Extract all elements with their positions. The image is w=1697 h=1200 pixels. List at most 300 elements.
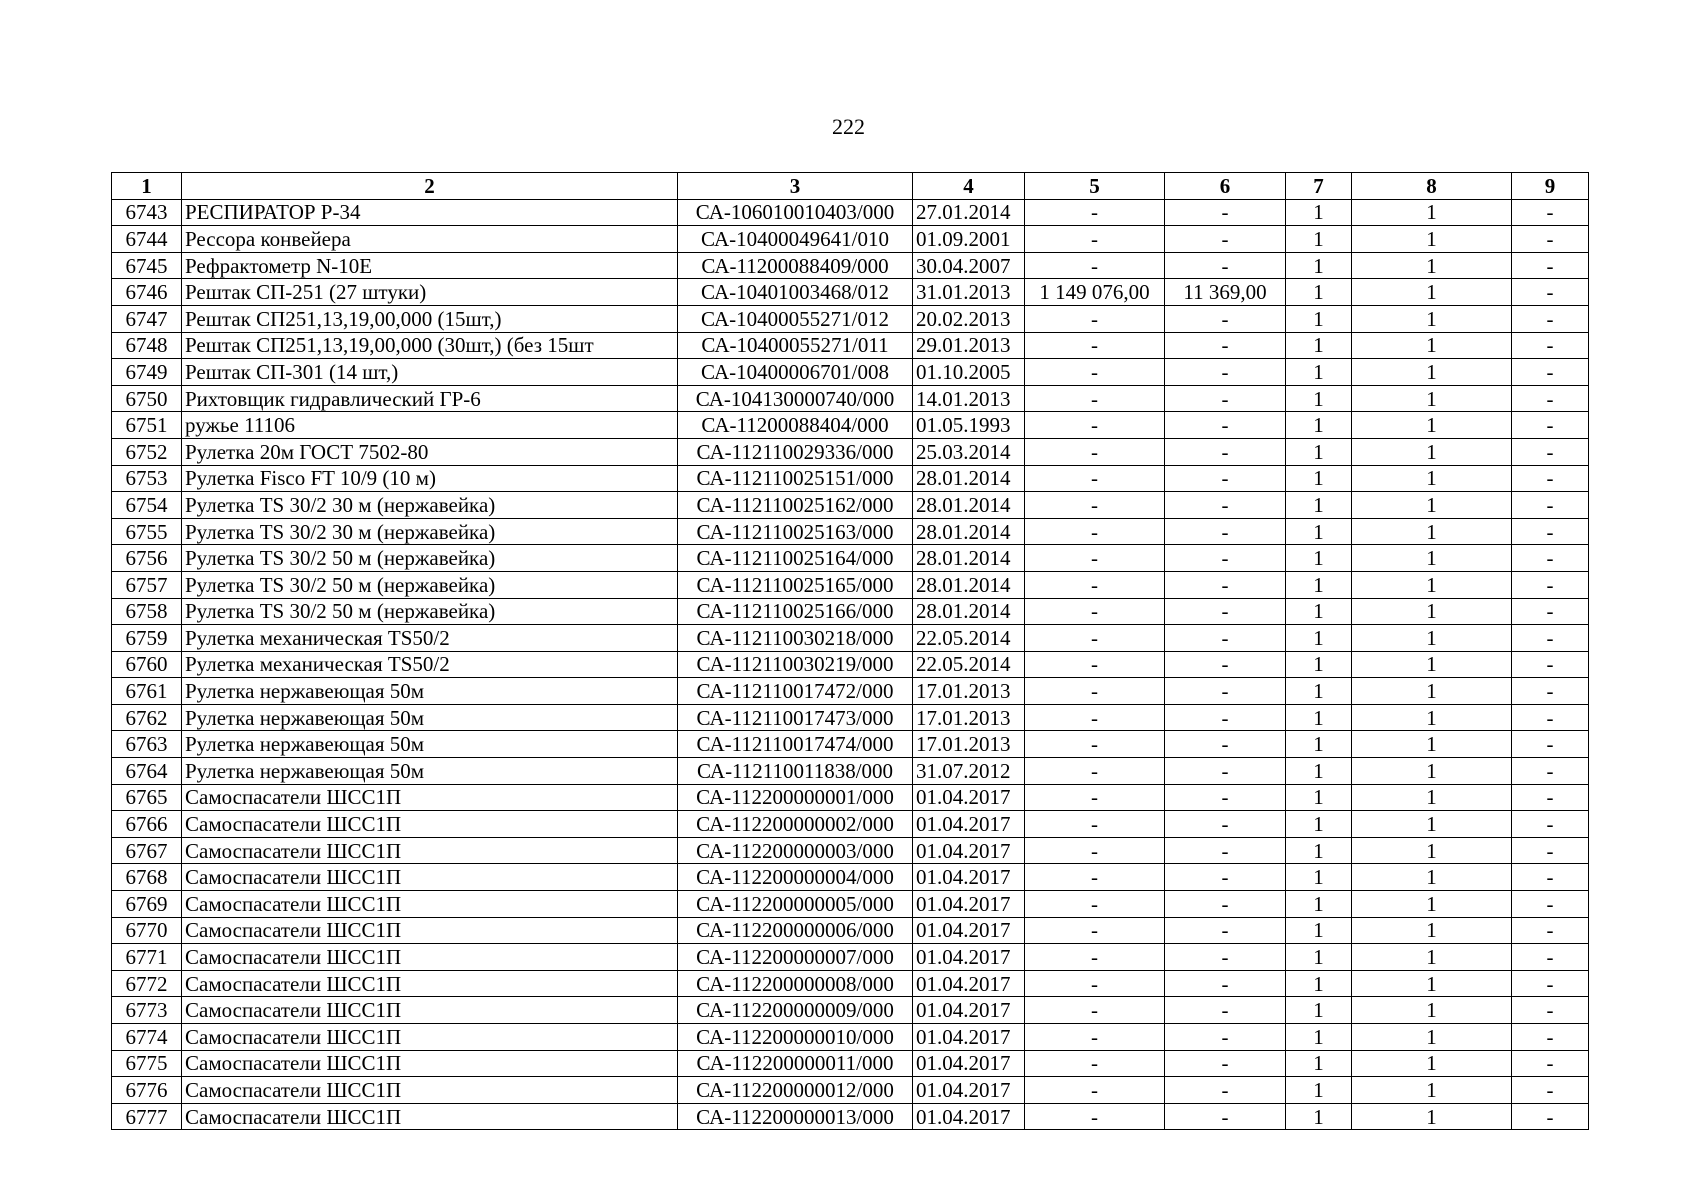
inventory-code-cell: СА-112200000006/000 bbox=[678, 917, 913, 944]
row-number-cell: 6744 bbox=[112, 226, 182, 253]
date-cell: 25.03.2014 bbox=[913, 438, 1025, 465]
col8-cell: 1 bbox=[1352, 1077, 1512, 1104]
col9-cell: - bbox=[1512, 412, 1589, 439]
table-row bbox=[112, 492, 1589, 519]
inventory-code-cell: СА-112110025164/000 bbox=[678, 545, 913, 572]
table-row bbox=[112, 625, 1589, 652]
depreciation-cell: - bbox=[1165, 1050, 1286, 1077]
column-header-7: 7 bbox=[1286, 173, 1352, 200]
value-cell: - bbox=[1025, 1024, 1165, 1051]
row-number-cell: 6774 bbox=[112, 1024, 182, 1051]
col7-cell: 1 bbox=[1286, 199, 1352, 226]
col7-cell: 1 bbox=[1286, 811, 1352, 838]
depreciation-cell: - bbox=[1165, 199, 1286, 226]
row-number-cell: 6766 bbox=[112, 811, 182, 838]
depreciation-cell: - bbox=[1165, 332, 1286, 359]
inventory-code-cell: СА-112200000004/000 bbox=[678, 864, 913, 891]
row-number-cell: 6763 bbox=[112, 731, 182, 758]
asset-table bbox=[111, 172, 1589, 1130]
table-row bbox=[112, 1024, 1589, 1051]
col7-cell: 1 bbox=[1286, 864, 1352, 891]
col9-cell: - bbox=[1512, 1050, 1589, 1077]
table-row bbox=[112, 252, 1589, 279]
col7-cell: 1 bbox=[1286, 252, 1352, 279]
col9-cell: - bbox=[1512, 385, 1589, 412]
col8-cell: 1 bbox=[1352, 279, 1512, 306]
col9-cell: - bbox=[1512, 731, 1589, 758]
col8-cell: 1 bbox=[1352, 651, 1512, 678]
depreciation-cell: - bbox=[1165, 598, 1286, 625]
date-cell: 01.04.2017 bbox=[913, 784, 1025, 811]
depreciation-cell: - bbox=[1165, 252, 1286, 279]
table-row bbox=[112, 465, 1589, 492]
value-cell: - bbox=[1025, 199, 1165, 226]
depreciation-cell: - bbox=[1165, 891, 1286, 918]
inventory-code-cell: СА-112200000001/000 bbox=[678, 784, 913, 811]
item-name-cell: Рештак СП251,13,19,00,000 (15шт,) bbox=[182, 305, 678, 332]
row-number-cell: 6743 bbox=[112, 199, 182, 226]
date-cell: 01.04.2017 bbox=[913, 970, 1025, 997]
depreciation-cell: - bbox=[1165, 226, 1286, 253]
item-name-cell: Рессора конвейера bbox=[182, 226, 678, 253]
col8-cell: 1 bbox=[1352, 305, 1512, 332]
date-cell: 28.01.2014 bbox=[913, 465, 1025, 492]
inventory-code-cell: СА-106010010403/000 bbox=[678, 199, 913, 226]
value-cell: - bbox=[1025, 1050, 1165, 1077]
item-name-cell: Самоспасатели ШСС1П bbox=[182, 1024, 678, 1051]
col8-cell: 1 bbox=[1352, 518, 1512, 545]
table-row bbox=[112, 279, 1589, 306]
col9-cell: - bbox=[1512, 305, 1589, 332]
col9-cell: - bbox=[1512, 545, 1589, 572]
col7-cell: 1 bbox=[1286, 944, 1352, 971]
date-cell: 27.01.2014 bbox=[913, 199, 1025, 226]
table-row bbox=[112, 917, 1589, 944]
item-name-cell: Самоспасатели ШСС1П bbox=[182, 1050, 678, 1077]
table-row bbox=[112, 678, 1589, 705]
date-cell: 20.02.2013 bbox=[913, 305, 1025, 332]
inventory-code-cell: СА-112110017472/000 bbox=[678, 678, 913, 705]
col7-cell: 1 bbox=[1286, 837, 1352, 864]
col9-cell: - bbox=[1512, 359, 1589, 386]
col7-cell: 1 bbox=[1286, 412, 1352, 439]
item-name-cell: Рештак СП-251 (27 штуки) bbox=[182, 279, 678, 306]
row-number-cell: 6773 bbox=[112, 997, 182, 1024]
col8-cell: 1 bbox=[1352, 625, 1512, 652]
inventory-code-cell: СА-112110029336/000 bbox=[678, 438, 913, 465]
date-cell: 01.09.2001 bbox=[913, 226, 1025, 253]
col7-cell: 1 bbox=[1286, 1050, 1352, 1077]
col9-cell: - bbox=[1512, 279, 1589, 306]
value-cell: - bbox=[1025, 1077, 1165, 1104]
row-number-cell: 6753 bbox=[112, 465, 182, 492]
inventory-code-cell: СА-112200000008/000 bbox=[678, 970, 913, 997]
table-row bbox=[112, 811, 1589, 838]
col7-cell: 1 bbox=[1286, 492, 1352, 519]
date-cell: 28.01.2014 bbox=[913, 492, 1025, 519]
table-row bbox=[112, 837, 1589, 864]
table-row bbox=[112, 970, 1589, 997]
depreciation-cell: - bbox=[1165, 1024, 1286, 1051]
depreciation-cell: - bbox=[1165, 731, 1286, 758]
inventory-code-cell: СА-112200000011/000 bbox=[678, 1050, 913, 1077]
inventory-code-cell: СА-112110017474/000 bbox=[678, 731, 913, 758]
inventory-code-cell: СА-112200000012/000 bbox=[678, 1077, 913, 1104]
row-number-cell: 6754 bbox=[112, 492, 182, 519]
depreciation-cell: - bbox=[1165, 545, 1286, 572]
value-cell: - bbox=[1025, 252, 1165, 279]
col9-cell: - bbox=[1512, 1024, 1589, 1051]
depreciation-cell: - bbox=[1165, 704, 1286, 731]
item-name-cell: Самоспасатели ШСС1П bbox=[182, 891, 678, 918]
table-row bbox=[112, 1050, 1589, 1077]
inventory-code-cell: СА-10400055271/011 bbox=[678, 332, 913, 359]
col7-cell: 1 bbox=[1286, 678, 1352, 705]
value-cell: - bbox=[1025, 1103, 1165, 1130]
date-cell: 01.04.2017 bbox=[913, 864, 1025, 891]
date-cell: 22.05.2014 bbox=[913, 625, 1025, 652]
row-number-cell: 6761 bbox=[112, 678, 182, 705]
table-row bbox=[112, 997, 1589, 1024]
col9-cell: - bbox=[1512, 199, 1589, 226]
depreciation-cell: - bbox=[1165, 518, 1286, 545]
value-cell: - bbox=[1025, 944, 1165, 971]
table-row bbox=[112, 1077, 1589, 1104]
depreciation-cell: - bbox=[1165, 1077, 1286, 1104]
column-header-9: 9 bbox=[1512, 173, 1589, 200]
item-name-cell: Рихтовщик гидравлический ГР-6 bbox=[182, 385, 678, 412]
date-cell: 31.07.2012 bbox=[913, 758, 1025, 785]
inventory-code-cell: СА-112110025163/000 bbox=[678, 518, 913, 545]
col8-cell: 1 bbox=[1352, 199, 1512, 226]
date-cell: 17.01.2013 bbox=[913, 678, 1025, 705]
value-cell: - bbox=[1025, 332, 1165, 359]
item-name-cell: Самоспасатели ШСС1П bbox=[182, 1077, 678, 1104]
date-cell: 30.04.2007 bbox=[913, 252, 1025, 279]
value-cell: - bbox=[1025, 492, 1165, 519]
col9-cell: - bbox=[1512, 944, 1589, 971]
col8-cell: 1 bbox=[1352, 944, 1512, 971]
col7-cell: 1 bbox=[1286, 970, 1352, 997]
row-number-cell: 6767 bbox=[112, 837, 182, 864]
col8-cell: 1 bbox=[1352, 465, 1512, 492]
row-number-cell: 6752 bbox=[112, 438, 182, 465]
table-row bbox=[112, 864, 1589, 891]
inventory-code-cell: СА-112110025151/000 bbox=[678, 465, 913, 492]
row-number-cell: 6760 bbox=[112, 651, 182, 678]
row-number-cell: 6758 bbox=[112, 598, 182, 625]
date-cell: 01.04.2017 bbox=[913, 811, 1025, 838]
inventory-code-cell: СА-112200000003/000 bbox=[678, 837, 913, 864]
col8-cell: 1 bbox=[1352, 837, 1512, 864]
col7-cell: 1 bbox=[1286, 997, 1352, 1024]
table-row bbox=[112, 385, 1589, 412]
col8-cell: 1 bbox=[1352, 1024, 1512, 1051]
item-name-cell: Рулетка 20м ГОСТ 7502-80 bbox=[182, 438, 678, 465]
col8-cell: 1 bbox=[1352, 1050, 1512, 1077]
item-name-cell: Рефрактометр N-10E bbox=[182, 252, 678, 279]
table-row bbox=[112, 944, 1589, 971]
item-name-cell: Рулетка нержавеющая 50м bbox=[182, 731, 678, 758]
col9-cell: - bbox=[1512, 758, 1589, 785]
row-number-cell: 6747 bbox=[112, 305, 182, 332]
item-name-cell: Самоспасатели ШСС1П bbox=[182, 784, 678, 811]
value-cell: - bbox=[1025, 970, 1165, 997]
date-cell: 17.01.2013 bbox=[913, 731, 1025, 758]
inventory-code-cell: СА-10400055271/012 bbox=[678, 305, 913, 332]
table-header-row bbox=[112, 173, 1589, 200]
row-number-cell: 6769 bbox=[112, 891, 182, 918]
table-row bbox=[112, 651, 1589, 678]
value-cell: - bbox=[1025, 518, 1165, 545]
item-name-cell: Рулетка механическая TS50/2 bbox=[182, 651, 678, 678]
col9-cell: - bbox=[1512, 704, 1589, 731]
table-body bbox=[112, 199, 1589, 1130]
depreciation-cell: - bbox=[1165, 571, 1286, 598]
col7-cell: 1 bbox=[1286, 332, 1352, 359]
depreciation-cell: - bbox=[1165, 492, 1286, 519]
inventory-code-cell: СА-104130000740/000 bbox=[678, 385, 913, 412]
value-cell: - bbox=[1025, 758, 1165, 785]
inventory-code-cell: СА-112200000002/000 bbox=[678, 811, 913, 838]
col7-cell: 1 bbox=[1286, 598, 1352, 625]
col7-cell: 1 bbox=[1286, 279, 1352, 306]
depreciation-cell: - bbox=[1165, 917, 1286, 944]
row-number-cell: 6765 bbox=[112, 784, 182, 811]
depreciation-cell: - bbox=[1165, 465, 1286, 492]
row-number-cell: 6751 bbox=[112, 412, 182, 439]
table-row bbox=[112, 784, 1589, 811]
col9-cell: - bbox=[1512, 864, 1589, 891]
inventory-code-cell: СА-112200000009/000 bbox=[678, 997, 913, 1024]
item-name-cell: РЕСПИРАТОР Р-34 bbox=[182, 199, 678, 226]
item-name-cell: Рулетка нержавеющая 50м bbox=[182, 704, 678, 731]
col9-cell: - bbox=[1512, 492, 1589, 519]
col9-cell: - bbox=[1512, 252, 1589, 279]
row-number-cell: 6748 bbox=[112, 332, 182, 359]
col8-cell: 1 bbox=[1352, 571, 1512, 598]
date-cell: 01.05.1993 bbox=[913, 412, 1025, 439]
col8-cell: 1 bbox=[1352, 811, 1512, 838]
col7-cell: 1 bbox=[1286, 625, 1352, 652]
date-cell: 31.01.2013 bbox=[913, 279, 1025, 306]
table-row bbox=[112, 758, 1589, 785]
value-cell: - bbox=[1025, 917, 1165, 944]
col7-cell: 1 bbox=[1286, 359, 1352, 386]
date-cell: 01.04.2017 bbox=[913, 1077, 1025, 1104]
column-header-8: 8 bbox=[1352, 173, 1512, 200]
value-cell: - bbox=[1025, 704, 1165, 731]
value-cell: - bbox=[1025, 651, 1165, 678]
item-name-cell: Рулетка нержавеющая 50м bbox=[182, 758, 678, 785]
page-number: 222 bbox=[832, 114, 865, 139]
inventory-code-cell: СА-112110025165/000 bbox=[678, 571, 913, 598]
col8-cell: 1 bbox=[1352, 704, 1512, 731]
col9-cell: - bbox=[1512, 571, 1589, 598]
col8-cell: 1 bbox=[1352, 332, 1512, 359]
col7-cell: 1 bbox=[1286, 784, 1352, 811]
col9-cell: - bbox=[1512, 226, 1589, 253]
value-cell: - bbox=[1025, 305, 1165, 332]
row-number-cell: 6750 bbox=[112, 385, 182, 412]
date-cell: 28.01.2014 bbox=[913, 598, 1025, 625]
item-name-cell: Рулетка TS 30/2 50 м (нержавейка) bbox=[182, 598, 678, 625]
inventory-code-cell: СА-112110017473/000 bbox=[678, 704, 913, 731]
table-row bbox=[112, 332, 1589, 359]
col7-cell: 1 bbox=[1286, 385, 1352, 412]
value-cell: - bbox=[1025, 731, 1165, 758]
col9-cell: - bbox=[1512, 465, 1589, 492]
col7-cell: 1 bbox=[1286, 465, 1352, 492]
inventory-code-cell: СА-112200000007/000 bbox=[678, 944, 913, 971]
table-row bbox=[112, 571, 1589, 598]
date-cell: 28.01.2014 bbox=[913, 545, 1025, 572]
row-number-cell: 6755 bbox=[112, 518, 182, 545]
depreciation-cell: - bbox=[1165, 305, 1286, 332]
date-cell: 01.04.2017 bbox=[913, 1050, 1025, 1077]
value-cell: - bbox=[1025, 545, 1165, 572]
date-cell: 01.10.2005 bbox=[913, 359, 1025, 386]
value-cell: - bbox=[1025, 864, 1165, 891]
column-header-4: 4 bbox=[913, 173, 1025, 200]
col8-cell: 1 bbox=[1352, 598, 1512, 625]
col7-cell: 1 bbox=[1286, 1103, 1352, 1130]
value-cell: - bbox=[1025, 598, 1165, 625]
column-header-6: 6 bbox=[1165, 173, 1286, 200]
row-number-cell: 6770 bbox=[112, 917, 182, 944]
depreciation-cell: - bbox=[1165, 412, 1286, 439]
row-number-cell: 6749 bbox=[112, 359, 182, 386]
col7-cell: 1 bbox=[1286, 731, 1352, 758]
table-row bbox=[112, 545, 1589, 572]
row-number-cell: 6764 bbox=[112, 758, 182, 785]
row-number-cell: 6777 bbox=[112, 1103, 182, 1130]
table-row bbox=[112, 226, 1589, 253]
col7-cell: 1 bbox=[1286, 651, 1352, 678]
item-name-cell: Рештак СП-301 (14 шт,) bbox=[182, 359, 678, 386]
col7-cell: 1 bbox=[1286, 305, 1352, 332]
table-row bbox=[112, 704, 1589, 731]
item-name-cell: Рулетка нержавеющая 50м bbox=[182, 678, 678, 705]
item-name-cell: Рулетка TS 30/2 50 м (нержавейка) bbox=[182, 571, 678, 598]
table-row bbox=[112, 438, 1589, 465]
col7-cell: 1 bbox=[1286, 518, 1352, 545]
col9-cell: - bbox=[1512, 438, 1589, 465]
table-row bbox=[112, 412, 1589, 439]
value-cell: - bbox=[1025, 385, 1165, 412]
row-number-cell: 6756 bbox=[112, 545, 182, 572]
date-cell: 14.01.2013 bbox=[913, 385, 1025, 412]
col9-cell: - bbox=[1512, 651, 1589, 678]
depreciation-cell: - bbox=[1165, 359, 1286, 386]
col7-cell: 1 bbox=[1286, 226, 1352, 253]
date-cell: 01.04.2017 bbox=[913, 1103, 1025, 1130]
date-cell: 01.04.2017 bbox=[913, 1024, 1025, 1051]
table-row bbox=[112, 731, 1589, 758]
inventory-code-cell: СА-112200000005/000 bbox=[678, 891, 913, 918]
item-name-cell: ружье 11106 bbox=[182, 412, 678, 439]
col8-cell: 1 bbox=[1352, 784, 1512, 811]
col8-cell: 1 bbox=[1352, 438, 1512, 465]
item-name-cell: Рулетка Fisco FT 10/9 (10 м) bbox=[182, 465, 678, 492]
row-number-cell: 6772 bbox=[112, 970, 182, 997]
item-name-cell: Рулетка TS 30/2 30 м (нержавейка) bbox=[182, 492, 678, 519]
row-number-cell: 6771 bbox=[112, 944, 182, 971]
inventory-code-cell: СА-11200088409/000 bbox=[678, 252, 913, 279]
col9-cell: - bbox=[1512, 997, 1589, 1024]
inventory-code-cell: СА-112110030219/000 bbox=[678, 651, 913, 678]
col7-cell: 1 bbox=[1286, 1024, 1352, 1051]
item-name-cell: Рештак СП251,13,19,00,000 (30шт,) (без 15шт bbox=[182, 332, 678, 359]
col8-cell: 1 bbox=[1352, 678, 1512, 705]
inventory-code-cell: СА-112200000010/000 bbox=[678, 1024, 913, 1051]
depreciation-cell: - bbox=[1165, 997, 1286, 1024]
col8-cell: 1 bbox=[1352, 864, 1512, 891]
inventory-code-cell: СА-112110011838/000 bbox=[678, 758, 913, 785]
depreciation-cell: - bbox=[1165, 385, 1286, 412]
col8-cell: 1 bbox=[1352, 917, 1512, 944]
col9-cell: - bbox=[1512, 970, 1589, 997]
inventory-code-cell: СА-11200088404/000 bbox=[678, 412, 913, 439]
col9-cell: - bbox=[1512, 678, 1589, 705]
row-number-cell: 6768 bbox=[112, 864, 182, 891]
depreciation-cell: - bbox=[1165, 1103, 1286, 1130]
col7-cell: 1 bbox=[1286, 917, 1352, 944]
table-row bbox=[112, 891, 1589, 918]
column-header-2: 2 bbox=[182, 173, 678, 200]
date-cell: 17.01.2013 bbox=[913, 704, 1025, 731]
inventory-code-cell: СА-10400049641/010 bbox=[678, 226, 913, 253]
table-row bbox=[112, 598, 1589, 625]
item-name-cell: Самоспасатели ШСС1П bbox=[182, 1103, 678, 1130]
item-name-cell: Самоспасатели ШСС1П bbox=[182, 864, 678, 891]
col7-cell: 1 bbox=[1286, 704, 1352, 731]
depreciation-cell: - bbox=[1165, 970, 1286, 997]
col9-cell: - bbox=[1512, 625, 1589, 652]
inventory-code-cell: СА-10401003468/012 bbox=[678, 279, 913, 306]
col9-cell: - bbox=[1512, 837, 1589, 864]
col9-cell: - bbox=[1512, 784, 1589, 811]
depreciation-cell: 11 369,00 bbox=[1165, 279, 1286, 306]
depreciation-cell: - bbox=[1165, 758, 1286, 785]
row-number-cell: 6762 bbox=[112, 704, 182, 731]
value-cell: - bbox=[1025, 226, 1165, 253]
depreciation-cell: - bbox=[1165, 625, 1286, 652]
col7-cell: 1 bbox=[1286, 758, 1352, 785]
item-name-cell: Самоспасатели ШСС1П bbox=[182, 970, 678, 997]
item-name-cell: Самоспасатели ШСС1П bbox=[182, 917, 678, 944]
col8-cell: 1 bbox=[1352, 226, 1512, 253]
depreciation-cell: - bbox=[1165, 944, 1286, 971]
item-name-cell: Самоспасатели ШСС1П bbox=[182, 944, 678, 971]
item-name-cell: Рулетка TS 30/2 50 м (нержавейка) bbox=[182, 545, 678, 572]
col9-cell: - bbox=[1512, 332, 1589, 359]
table-row bbox=[112, 1103, 1589, 1130]
column-header-3: 3 bbox=[678, 173, 913, 200]
col8-cell: 1 bbox=[1352, 252, 1512, 279]
value-cell: - bbox=[1025, 438, 1165, 465]
col9-cell: - bbox=[1512, 1077, 1589, 1104]
value-cell: 1 149 076,00 bbox=[1025, 279, 1165, 306]
col8-cell: 1 bbox=[1352, 545, 1512, 572]
depreciation-cell: - bbox=[1165, 864, 1286, 891]
value-cell: - bbox=[1025, 784, 1165, 811]
item-name-cell: Рулетка TS 30/2 30 м (нержавейка) bbox=[182, 518, 678, 545]
date-cell: 01.04.2017 bbox=[913, 837, 1025, 864]
col8-cell: 1 bbox=[1352, 385, 1512, 412]
table-row bbox=[112, 199, 1589, 226]
table-row bbox=[112, 518, 1589, 545]
